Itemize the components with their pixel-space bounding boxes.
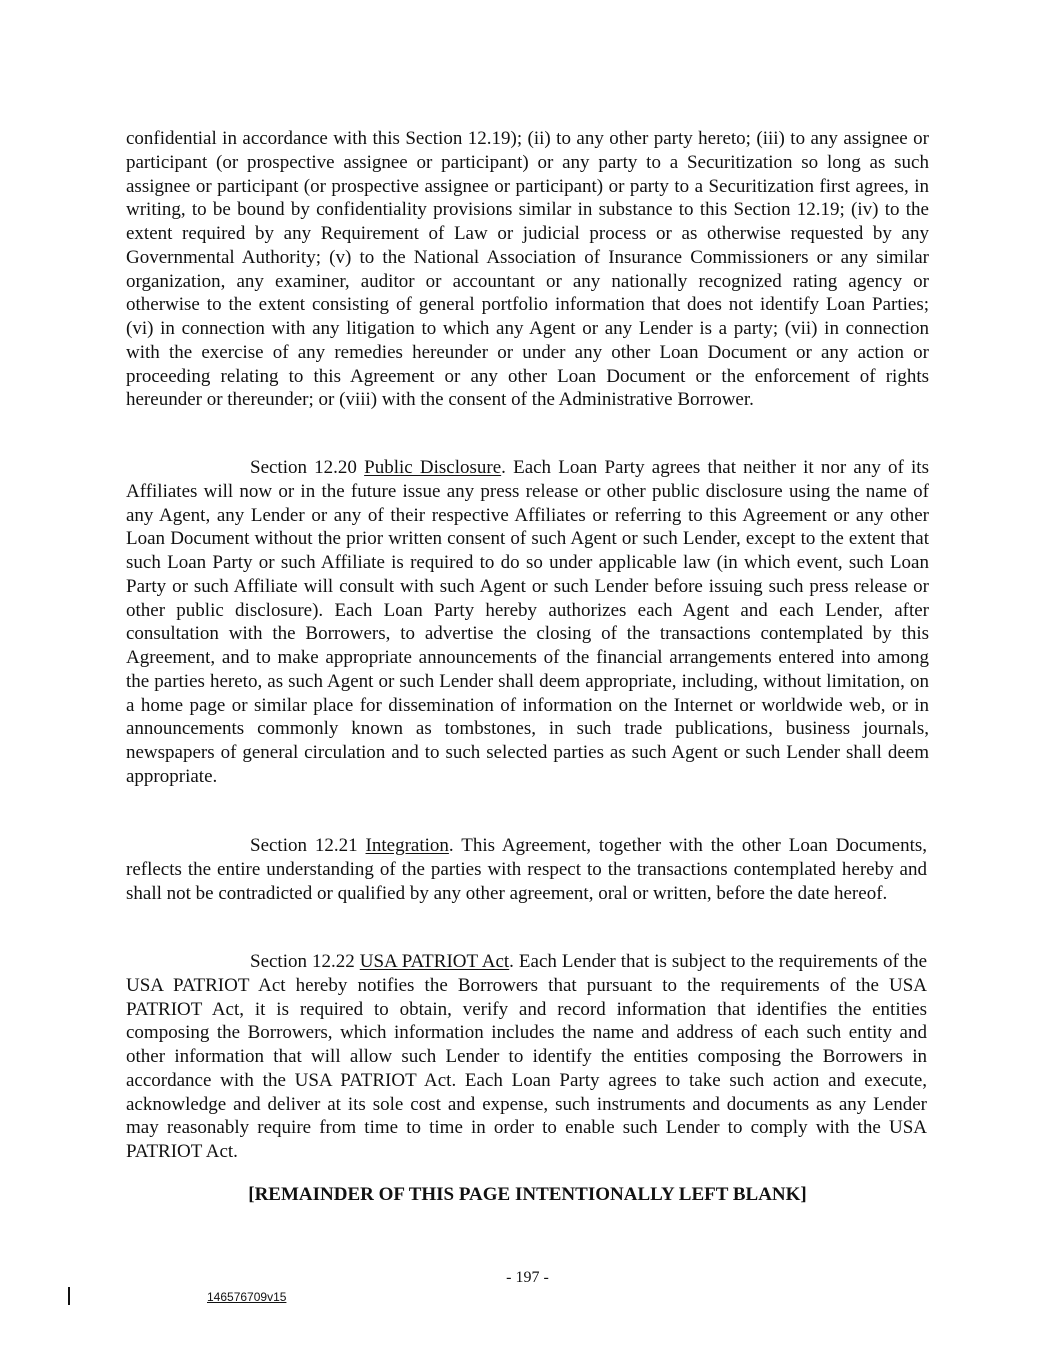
page-number: - 197 - — [506, 1269, 549, 1286]
section-number: Section 12.20 — [250, 457, 365, 478]
paragraph-text: . Each Lender that is subject to the requirements of the USA PATRIOT Act hereby notifies the Borrowers that pursuant to the requirements of the USA PATRIOT Act, it is required to obtain, verify and record information that identifies the entities composing the Borrowers, which information includes the name and address of each such entity and other information that will allow such Lender to identify the entities composing the Borrowers in accordance with the USA PATRIOT Act. Each Loan Party agrees to take such action and execute, acknowledge and deliver at its sole cost and expense, such instruments and documents as any Lender may reasonably require from time to time in order to enable such Lender to comply with the USA PATRIOT Act. — [126, 951, 928, 1162]
paragraph-confidentiality-continued — [126, 127, 929, 412]
section-number: Section 12.22 — [250, 951, 360, 972]
section-12-22-paragraph — [126, 950, 927, 1164]
section-12-21-paragraph — [126, 834, 927, 905]
section-heading-integration: Integration — [365, 835, 449, 856]
remainder-blank-notice: [REMAINDER OF THIS PAGE INTENTIONALLY LEFT BLANK] — [248, 1184, 807, 1205]
revision-change-bar — [68, 1287, 70, 1305]
document-id: 146576709v15 — [207, 1290, 287, 1304]
section-heading-public-disclosure: Public Disclosure — [364, 457, 502, 478]
section-12-20-paragraph — [126, 456, 929, 789]
section-number: Section 12.21 — [250, 835, 366, 856]
paragraph-text: confidential in accordance with this Section 12.19); (ii) to any other party hereto; (iii) to any assignee or participant (or prospective assignee or participant) or any party to a Securitization so long as such assignee or participant (or prospective assignee or participant) or party to a Securitization first agrees, in writing, to be bound by confidentiality provisions similar in substance to this Section 12.19; (iv) to the extent required by any Requirement of Law or judicial process or as otherwise requested by any Governmental Authority; (v) to the National Association of Insurance Commissioners or any similar organization, any examiner, auditor or accountant or any nationally recognized rating agency or otherwise to the extent consisting of general portfolio information that does not identify Loan Parties; (vi) in connection with any litigation to which any Agent or any Lender is a party; (vii) in connection with the exercise of any remedies hereunder or under any other Loan Document or any action or proceeding relating to this Agreement or any other Loan Document or the enforcement of rights hereunder or thereunder; or (viii) with the consent of the Administrative Borrower. — [126, 128, 929, 411]
paragraph-text: . Each Loan Party agrees that neither it nor any of its Affiliates will now or in the future issue any press release or other public disclosure using the name of any Agent, any Lender or any of their respective Affiliates or referring to this Agreement or any other Loan Document without the prior written consent of such Agent or such Lender, except to the extent that such Loan Party or such Affiliate is required to do so under applicable law (in which event, such Loan Party or such Affiliate will consult with such Agent or such Lender before issuing such press release or other public disclosure). Each Loan Party hereby authorizes each Agent and each Lender, after consultation with the Borrowers, to advertise the closing of the transactions contemplated by this Agreement, and to make appropriate announcements of the financial arrangements entered into among the parties hereto, as such Agent or such Lender shall deem appropriate, including, without limitation, on a home page or similar place for dissemination of information on the Internet or worldwide web, or in announcements commonly known as tombstones, in such trade publications, business journals, newspapers of general circulation and to such selected parties as such Agent or such Lender shall deem appropriate. — [126, 457, 929, 787]
paragraph-text: . This Agreement, together with the other Loan Documents, reflects the entire understanding of the parties with respect to the transactions contemplated hereby and shall not be contradicted or qualified by any other agreement, oral or written, before the date hereof. — [126, 835, 927, 904]
section-heading-usa-patriot-act: USA PATRIOT Act — [359, 951, 510, 972]
